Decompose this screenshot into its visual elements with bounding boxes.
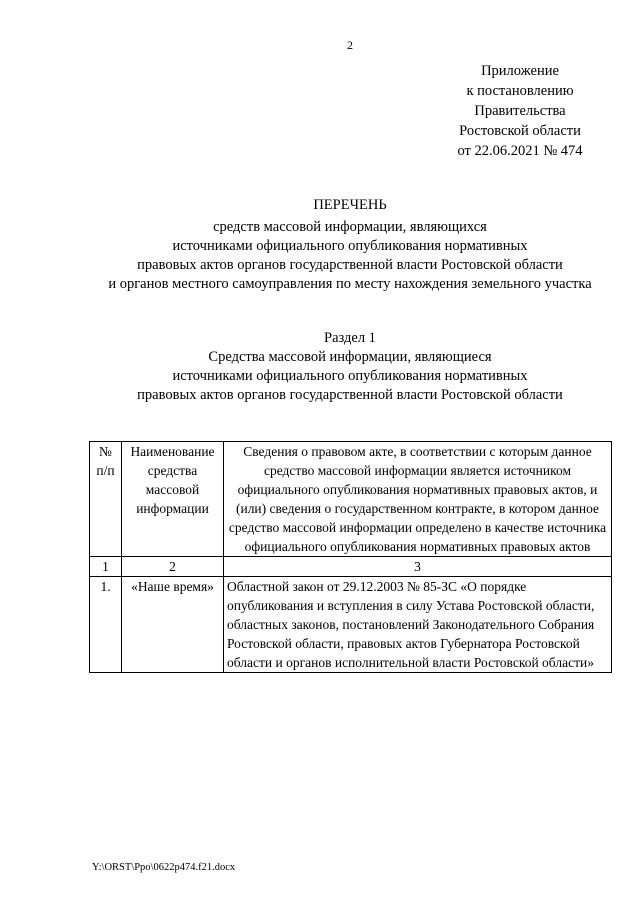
header-media-name: Наименование средства массовой информации [122,442,224,557]
footer-file-path: Y:\ORST\Ppo\0622p474.f21.docx [92,862,236,873]
section-line: правовых актов органов государственной власти Ростовской области [137,387,563,403]
table-header-row [90,442,612,557]
table-numbering-row [90,557,612,577]
title-heading: ПЕРЕЧЕНЬ [313,197,387,213]
row-number: 1. [90,577,122,673]
page-number: 2 [347,38,353,52]
annex-line: Приложение [481,63,559,79]
section-line: Средства массовой информации, являющиеся [208,349,492,365]
section-line: источниками официального опубликования нормативных [172,368,528,384]
title-line: и органов местного самоуправления по месту нахождения земельного участка [108,276,592,292]
title-line: правовых актов органов государственной власти Ростовской области [137,257,563,273]
document-title [0,196,640,294]
row-legal-act-info: Областной закон от 29.12.2003 № 85-ЗС «О порядке опубликования и вступления в силу Устава Ростовской области, областных законов, постановлений Законодательного Собрания Ростовской области, правовых актов Губернатора Ростовской области и органов исполнительной власти Ростовской области» [224,577,612,673]
section-heading: Раздел 1 [324,330,376,346]
annex-line: Правительства [474,103,566,119]
header-legal-act-info: Сведения о правовом акте, в соответствии с которым данное средство массовой информации является источником официального опубликования нормативных правовых актов, и (или) сведения о государственном контракте, в котором данное средство массовой информации определено в качестве источника официального опубликования нормативных правовых актов [224,442,612,557]
title-line: источниками официального опубликования нормативных [172,238,528,254]
annex-line: от 22.06.2021 № 474 [457,143,583,159]
title-line: средств массовой информации, являющихся [213,219,487,235]
annex-block [440,61,600,161]
section-heading-block [0,329,640,405]
table-row [90,577,612,673]
annex-line: Ростовской области [459,123,581,139]
media-table [89,441,612,673]
row-media-name: «Наше время» [122,577,224,673]
annex-line: к постановлению [466,83,574,99]
header-number: № п/п [90,442,122,557]
numbering-col1: 1 [90,557,122,577]
numbering-col3: 3 [224,557,612,577]
numbering-col2: 2 [122,557,224,577]
